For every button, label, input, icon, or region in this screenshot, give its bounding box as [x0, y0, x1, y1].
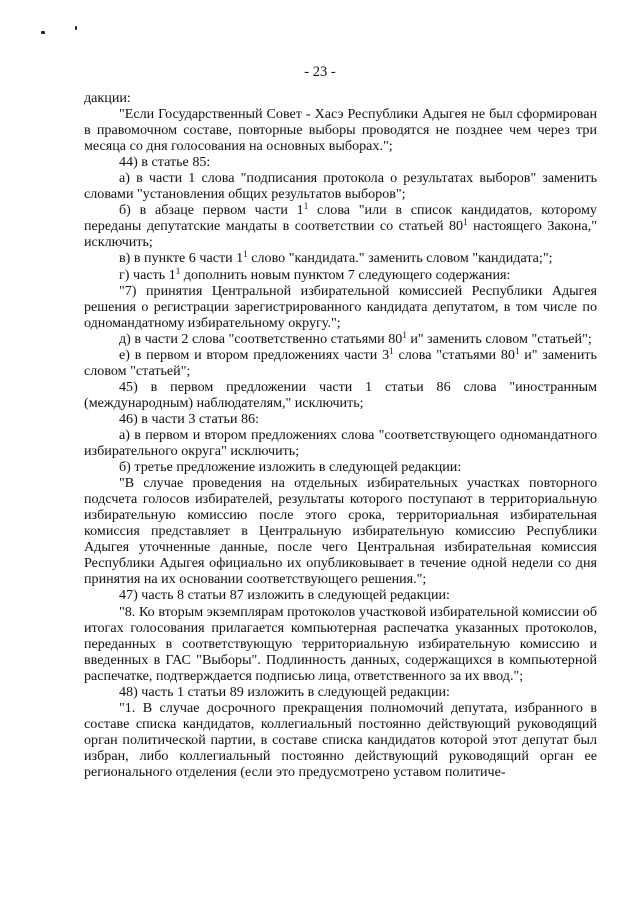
superscript-index: 1 — [243, 249, 248, 260]
paragraph — [84, 331, 597, 347]
paragraph — [84, 170, 597, 202]
superscript-index: 1 — [303, 201, 309, 212]
paragraph-text: слова "статьями 80 — [393, 346, 515, 363]
paragraph-text: "8. Ко вторым экземплярам протоколов участковой избирательной комиссии об итогах голосования прилагается компьютерная распечатка указанных протоколов, переданных в соответствующую территориальную избирательную комиссию и введенных в ГАС "Выборы". Подлинность данных, содержащихся в компьютерной распечатке, подтверждается подписью лица, ответственного за их ввод."; — [84, 603, 597, 684]
scan-speck — [75, 26, 77, 30]
superscript-index: 1 — [514, 345, 520, 356]
paragraph-text: настоящего Закона," исключить; — [84, 218, 597, 251]
paragraph-text: слова "или в список кандидатов, которому переданы депутатские мандаты в соответствии со статьей 80 — [84, 202, 597, 235]
paragraph-text: 46) в части 3 статьи 86: — [119, 410, 260, 427]
paragraph — [84, 379, 597, 411]
paragraph — [84, 700, 597, 780]
paragraph — [84, 604, 597, 684]
paragraph-text: дакции: — [84, 90, 131, 106]
paragraph — [84, 459, 597, 475]
scan-speck — [41, 31, 45, 34]
paragraph — [84, 684, 597, 700]
paragraph-text: "В случае проведения на отдельных избирательных участках повторного подсчета голосов избирателей, результаты которого поступают в территориальную избирательную комиссию после этого срока, территориальная избирательная комиссия представляет в Центральную избирательную комиссию Республики Адыгея уточненные данные, после чего Центральная избирательная комиссия Республики Адыгея официально их опубликовывает в течение одной недели со дня принятия на их основании соответствующего решения."; — [84, 475, 597, 588]
paragraph-text: б) в абзаце первом части 1 — [119, 202, 304, 219]
paragraph — [84, 347, 597, 379]
superscript-index: 1 — [175, 265, 181, 276]
superscript-index: 1 — [463, 217, 468, 228]
paragraph — [84, 427, 597, 459]
paragraph-text: "1. В случае досрочного прекращения полномочий депутата, избранного в составе списка кандидатов, коллегиальный постоянно действующий руководящий орган политической партии, в составе списка кандидатов которой этот депутат был избран, либо коллегиальный постоянно действующий руководящий орган ее регионального отделения (если это предусмотрено уставом политиче- — [84, 699, 597, 780]
paragraph-text: "7) принятия Центральной избирательной комиссией Республики Адыгея решения о регистрации зарегистрированного кандидата депутатом, в том числе по одномандатному избирательному округу."; — [84, 282, 597, 331]
paragraph-text: слово "кандидата." заменить словом "кандидата;"; — [247, 250, 553, 267]
paragraph — [84, 90, 597, 106]
paragraph-text: 47) часть 8 статьи 87 изложить в следующей редакции: — [119, 587, 450, 604]
paragraph — [84, 475, 597, 587]
paragraph-text: г) часть 1 — [119, 266, 176, 283]
paragraph — [84, 106, 597, 154]
paragraph-text: а) в первом и втором предложениях слова "соответствующего одномандатного избирательного округа" исключить; — [84, 426, 597, 460]
paragraph — [84, 587, 597, 603]
superscript-index: 1 — [402, 329, 407, 340]
paragraph-text: 48) часть 1 статьи 89 изложить в следующей редакции: — [119, 683, 450, 700]
paragraph — [84, 411, 597, 427]
page-number: - 23 - — [304, 64, 336, 80]
paragraph — [84, 154, 597, 170]
paragraph-text: и" заменить словом "статьей"; — [84, 346, 597, 379]
document-body — [84, 90, 597, 780]
paragraph-text: е) в первом и втором предложениях части 3 — [119, 346, 390, 363]
paragraph-text: дополнить новым пунктом 7 следующего содержания: — [180, 266, 511, 283]
paragraph-text: б) третье предложение изложить в следующей редакции: — [119, 459, 462, 476]
paragraph — [84, 250, 597, 266]
paragraph-text: д) в части 2 слова "соответственно статьями 80 — [119, 330, 403, 347]
paragraph-text: а) в части 1 слова "подписания протокола о результатах выборов" заменить словами "установления общих результатов выборов"; — [84, 170, 597, 203]
paragraph-text: 44) в статье 85: — [119, 154, 211, 171]
paragraph-text: "Если Государственный Совет - Хасэ Республики Адыгея не был сформирован в правомочном составе, повторные выборы проводятся не позднее чем через три месяца со дня голосования на основных выборах."; — [84, 106, 597, 155]
superscript-index: 1 — [389, 345, 394, 356]
paragraph — [84, 283, 597, 331]
paragraph — [84, 202, 597, 250]
paragraph-text: 45) в первом предложении части 1 статьи 86 слова "иностранным (международным) наблюдателям," исключить; — [84, 378, 597, 411]
paragraph — [84, 267, 597, 283]
paragraph-text: в) в пункте 6 части 1 — [119, 250, 244, 267]
paragraph-text: и" заменить словом "статьей"; — [406, 330, 592, 347]
